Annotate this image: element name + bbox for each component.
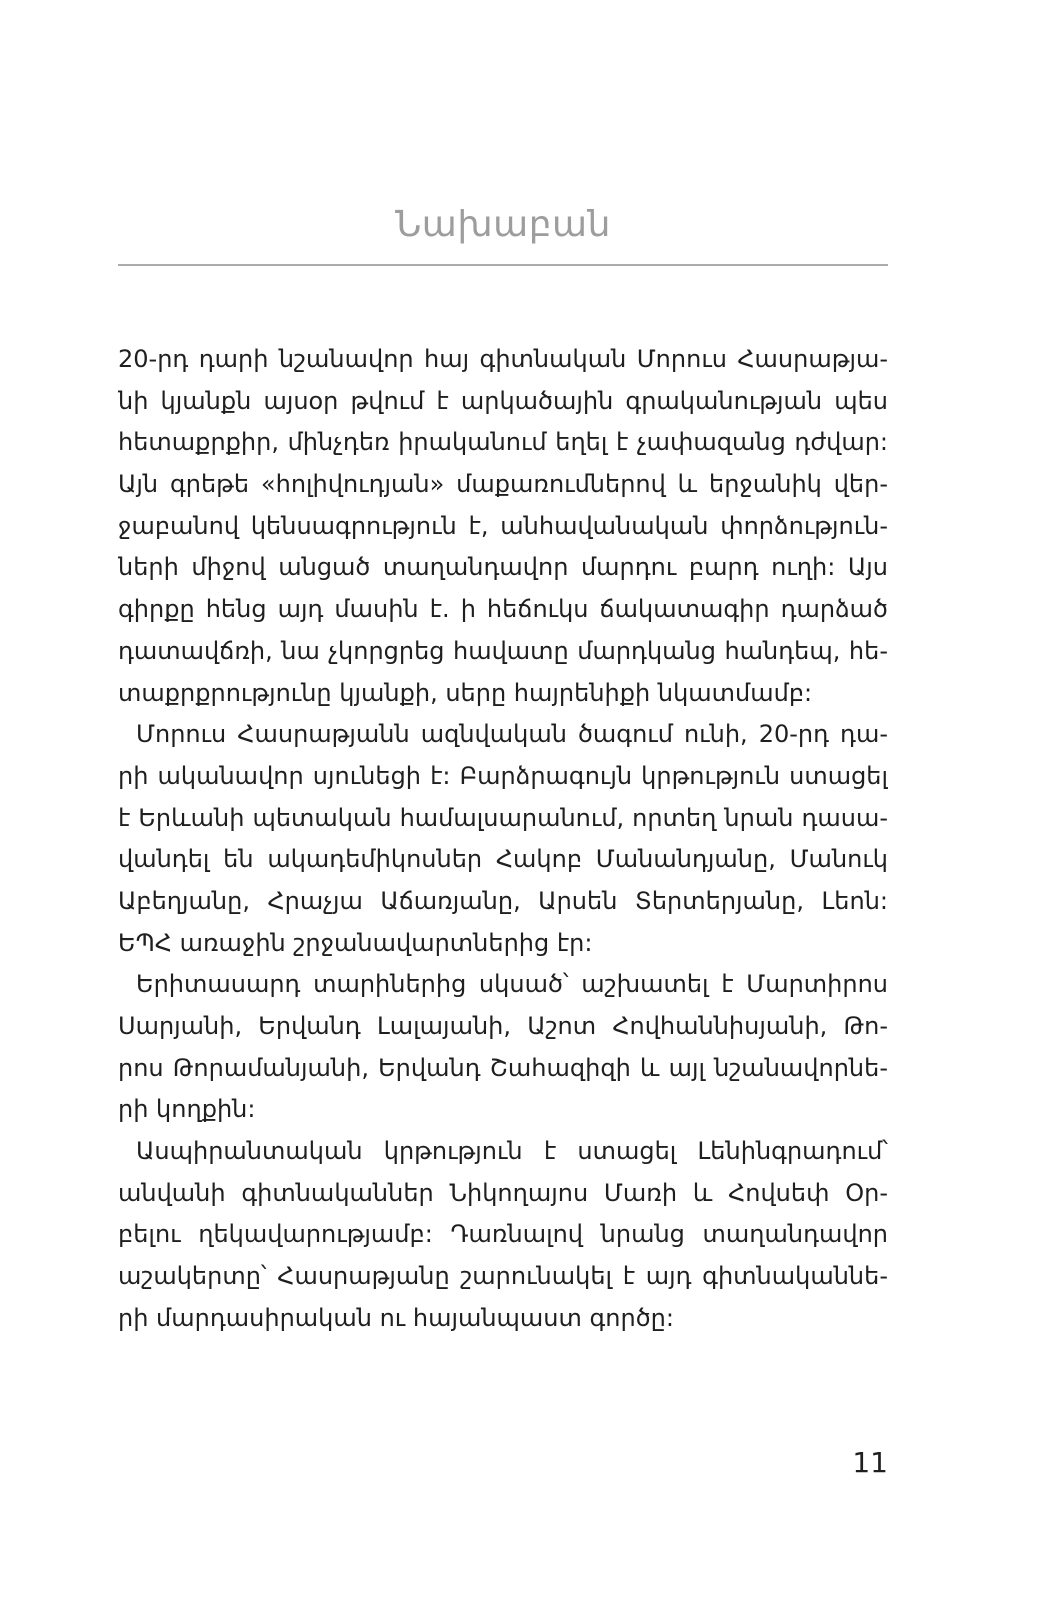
text-line: րի ականավոր սյունեցի է: Բարձրագույն կրթություն ստացել bbox=[118, 761, 888, 790]
text-line: ների միջով անցած տաղանդավոր մարդու բարդ ուղի: Այս bbox=[118, 553, 888, 582]
text-line: անվանի գիտնականներ Նիկողայոս Մառի և Հովսեփ Օր- bbox=[118, 1178, 888, 1207]
text-line: րի մարդասիրական ու հայանպաստ գործը: bbox=[118, 1303, 674, 1332]
text-line: դատավճռի, նա չկորցրեց հավատը մարդկանց հանդեպ, հե- bbox=[118, 636, 888, 665]
title-divider bbox=[118, 264, 888, 266]
text-line: է Երևանի պետական համալսարանում, որտեղ նրան դասա- bbox=[118, 803, 888, 832]
page-title: Նախաբան bbox=[395, 204, 611, 245]
text-line: Երիտասարդ տարիներից սկսած՝ աշխատել է Մարտիրոս bbox=[136, 970, 888, 999]
text-line: Ասպիրանտական կրթություն է ստացել Լենինգրադում՝ bbox=[136, 1137, 888, 1166]
text-line: հետաքրքիր, մինչդեռ իրականում եղել է չափազանց դժվար: bbox=[118, 428, 888, 457]
text-line: րի կողքին: bbox=[118, 1095, 256, 1124]
text-line: աշակերտը՝ Հասրաթյանը շարունակել է այդ գիտնականնե- bbox=[118, 1262, 888, 1291]
text-line: Աբեղյանը, Հրաչյա Աճառյանը, Արսեն Տերտերյանը, Լեոն: bbox=[118, 886, 888, 915]
text-line: Մորուս Հասրաթյանն ազնվական ծագում ունի, 20-րդ դա- bbox=[136, 720, 888, 749]
body-text bbox=[118, 339, 888, 1340]
text-line: ջաբանով կենսագրություն է, անհավանական փորձություն- bbox=[118, 511, 888, 540]
text-line: Սարյանի, Երվանդ Լալայանի, Աշոտ Հովհաննիսյանի, Թո- bbox=[118, 1012, 888, 1040]
text-line: վանդել են ակադեմիկոսներ Հակոբ Մանանդյանը, Մանուկ bbox=[118, 845, 888, 874]
text-line: գիրքը հենց այդ մասին է. ի հեճուկս ճակատագիր դարձած bbox=[118, 595, 888, 624]
text-line: ԵՊՀ առաջին շրջանավարտներից էր: bbox=[118, 928, 593, 957]
text-line: տաքրքրությունը կյանքի, սերը հայրենիքի նկատմամբ: bbox=[118, 678, 813, 707]
page-number: 11 bbox=[852, 1446, 888, 1479]
text-line: րոս Թորամանյանի, Երվանդ Շահազիզի և այլ նշանավորնե- bbox=[118, 1053, 888, 1082]
text-line: 20-րդ դարի նշանավոր հայ գիտնական Մորուս Հասրաթյա- bbox=[118, 345, 888, 373]
text-line: Այն գրեթե «հոլիվուդյան» մաքառումներով և երջանիկ վեր- bbox=[118, 470, 888, 499]
text-line: նի կյանքն այսօր թվում է արկածային գրականության պես bbox=[118, 386, 888, 415]
text-line: բելու ղեկավարությամբ: Դառնալով նրանց տաղանդավոր bbox=[118, 1220, 888, 1249]
